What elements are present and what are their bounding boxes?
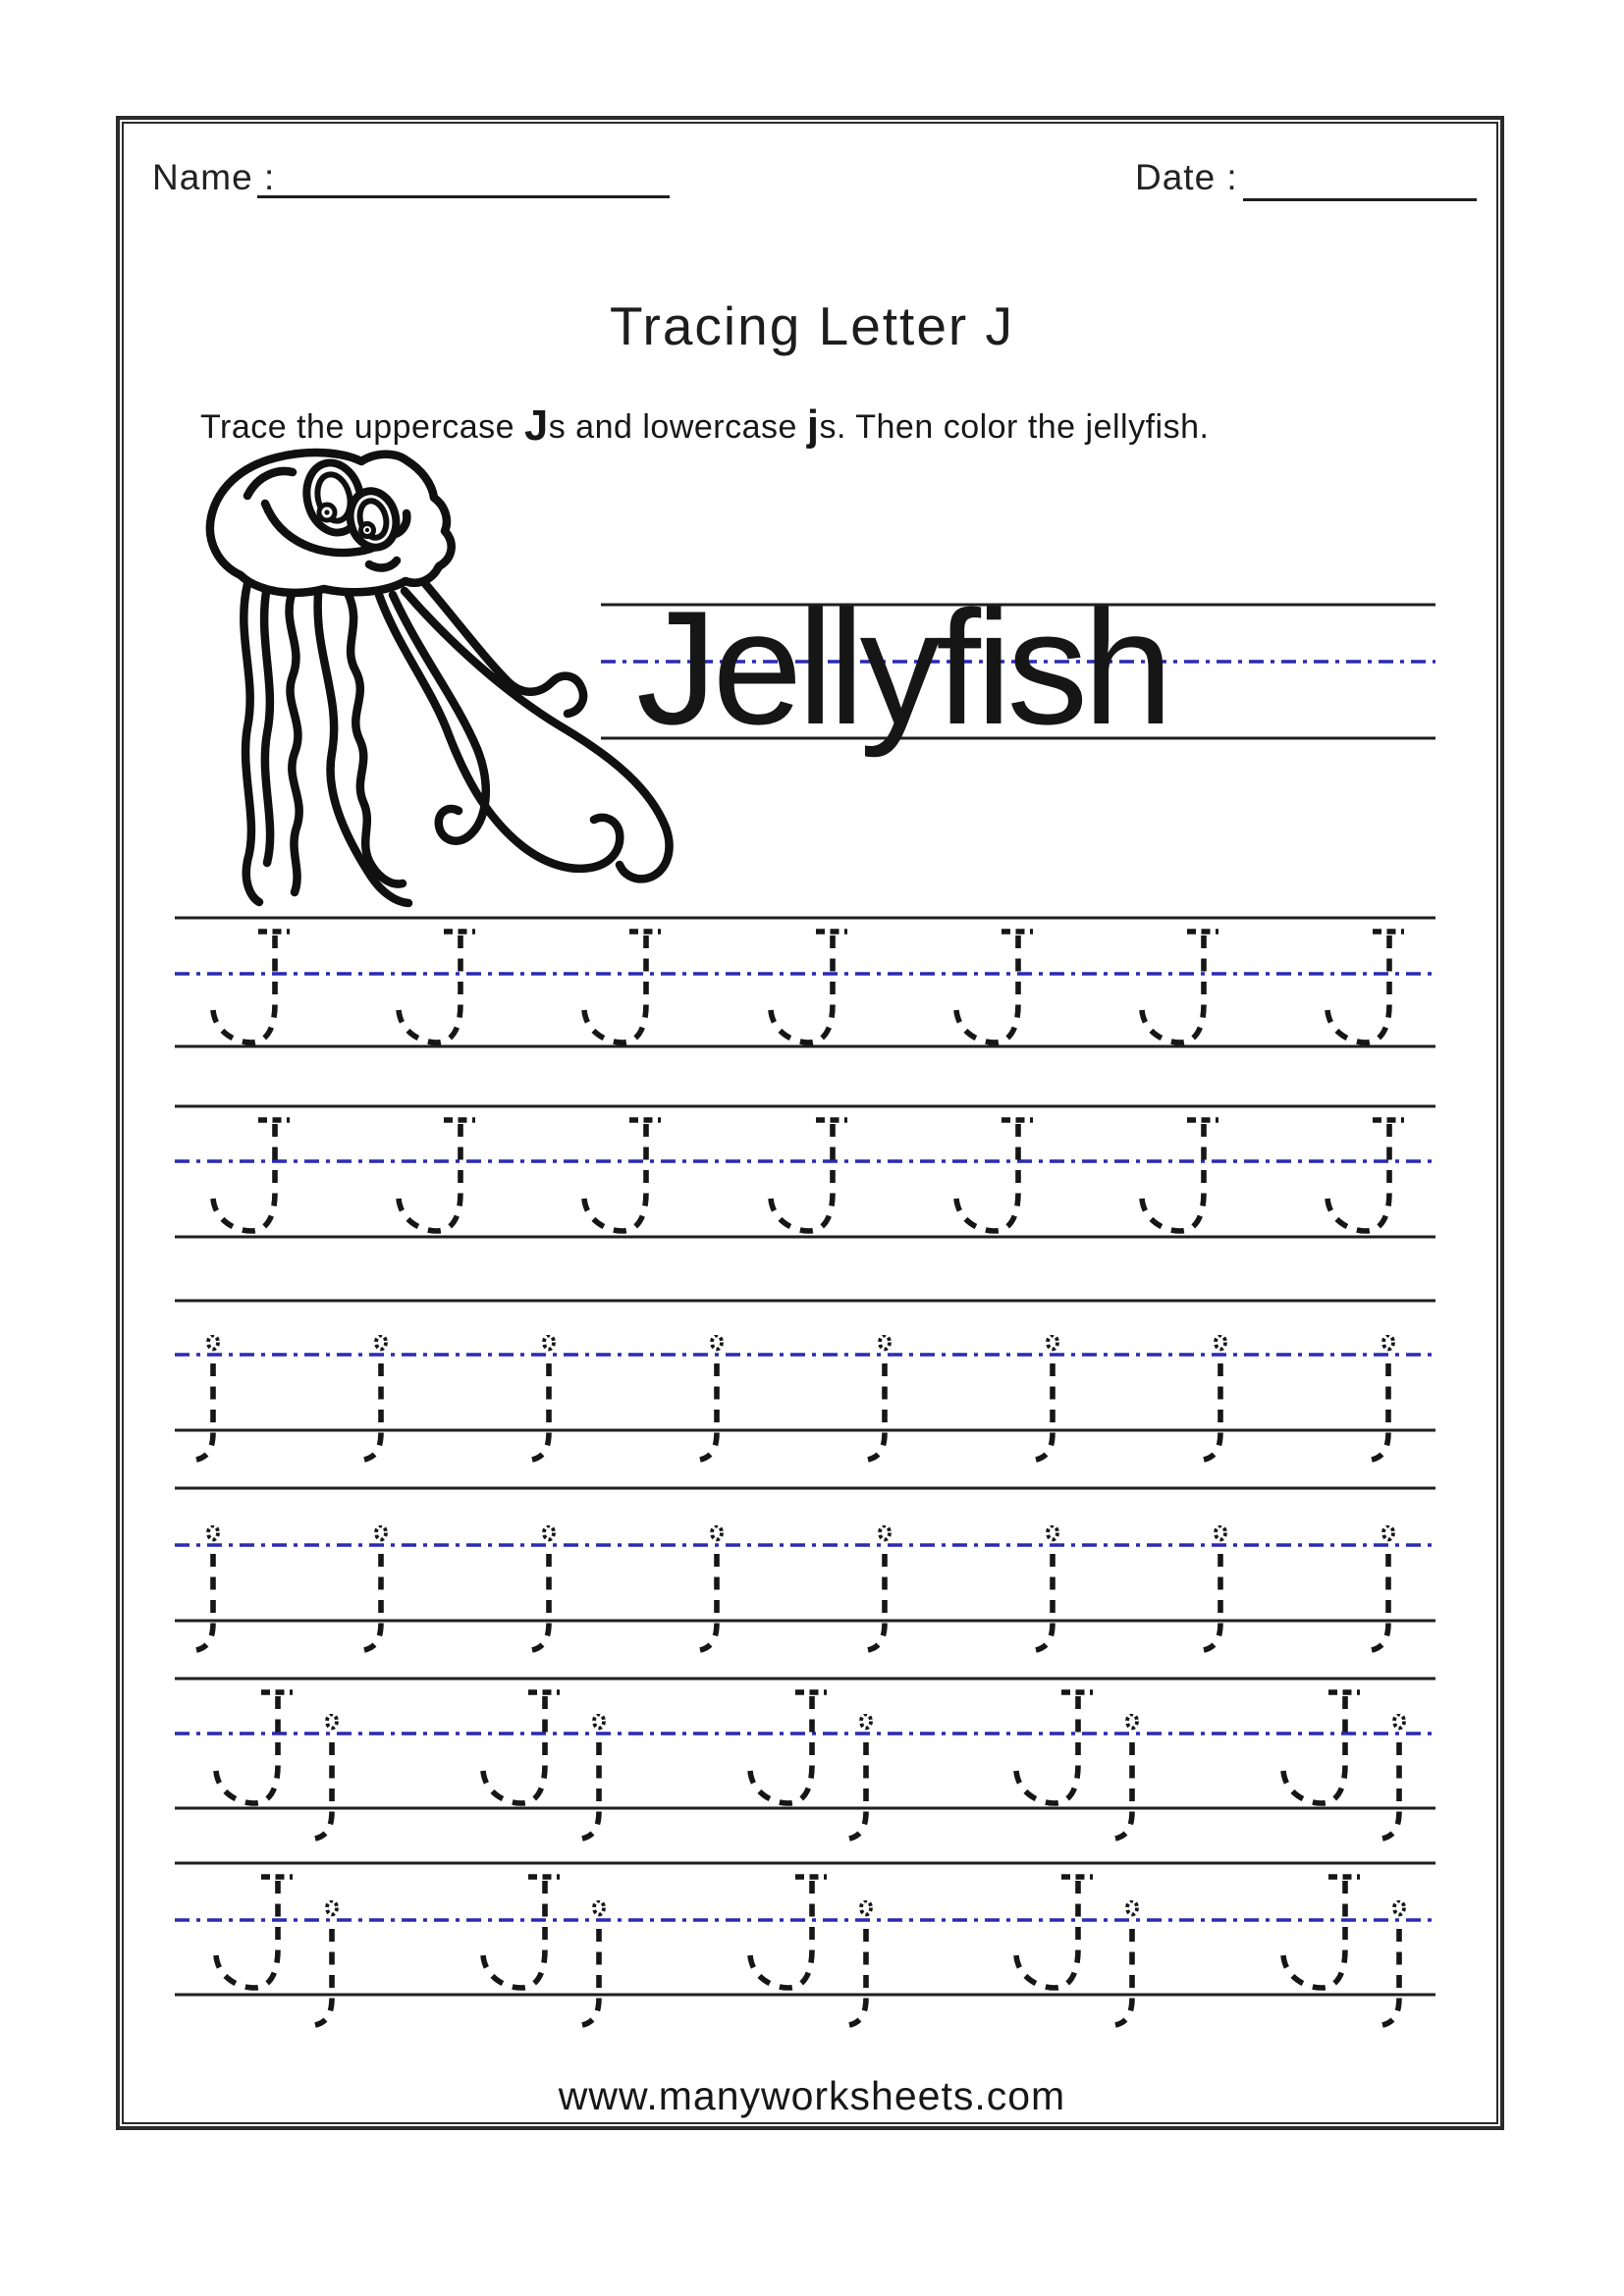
traceable-uppercase-J	[1142, 1120, 1218, 1231]
traceable-uppercase-J	[1016, 1877, 1093, 1988]
traceable-uppercase-J	[1016, 1692, 1093, 1803]
page-title: Tracing Letter J	[609, 295, 1015, 356]
traceable-uppercase-J	[399, 1120, 475, 1231]
traceable-uppercase-J	[750, 1877, 827, 1988]
jellyfish-illustration	[187, 447, 697, 928]
traceable-uppercase-J	[750, 1692, 827, 1803]
jellyfish-tentacles	[244, 580, 669, 903]
traceable-uppercase-J	[213, 1120, 290, 1231]
traceable-uppercase-J	[216, 1692, 293, 1803]
tracing-row-1-uppercase	[213, 932, 1404, 1042]
traceable-uppercase-J	[213, 932, 290, 1042]
traceable-uppercase-J	[399, 932, 475, 1042]
traceable-uppercase-J	[956, 1120, 1033, 1231]
traceable-uppercase-J	[1283, 1692, 1360, 1803]
traceable-uppercase-J	[584, 932, 661, 1042]
traceable-uppercase-J	[1283, 1877, 1360, 1988]
traceable-uppercase-J	[956, 932, 1033, 1042]
traceable-uppercase-J	[483, 1692, 560, 1803]
name-label: Name :	[152, 157, 276, 197]
traceable-uppercase-J	[771, 932, 847, 1042]
footer-url: www.manyworksheets.com	[558, 2073, 1066, 2118]
traceable-uppercase-J	[483, 1877, 560, 1988]
sample-word: Jellyfish	[636, 577, 1168, 758]
date-label: Date :	[1135, 157, 1238, 197]
instruction-uppercase-letter: J	[524, 402, 549, 450]
instruction-part3: s. Then color the jellyfish.	[819, 408, 1210, 446]
traceable-uppercase-J	[216, 1877, 293, 1988]
instruction-lowercase-letter: j	[806, 402, 820, 450]
traceable-uppercase-J	[584, 1120, 661, 1231]
tracing-row-2-uppercase	[213, 1120, 1404, 1231]
instruction-part2: s and lowercase	[548, 408, 807, 446]
tracing-row-5-pair	[216, 1692, 1404, 1839]
traceable-uppercase-J	[1142, 932, 1218, 1042]
traceable-uppercase-J	[771, 1120, 847, 1231]
tracing-row-6-pair	[216, 1877, 1404, 2025]
traceable-uppercase-J	[1327, 1120, 1404, 1231]
instruction-part1: Trace the uppercase	[200, 408, 525, 446]
traceable-uppercase-J	[1327, 932, 1404, 1042]
